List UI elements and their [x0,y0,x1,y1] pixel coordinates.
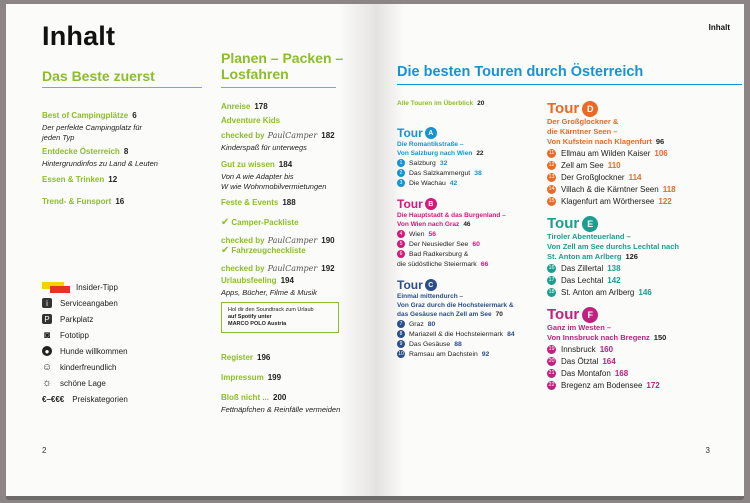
tours-title: Die besten Touren durch Österreich [397,64,644,80]
right-page [375,4,744,496]
tour-stop[interactable]: 18 St. Anton am Arlberg 146 [548,287,652,297]
page-title: Inhalt [42,21,116,51]
tour-badge: F [582,307,598,323]
list-item[interactable]: Gut zu wissen 184 Von A wie Adapter bis W wie Wohnmobilvermietungen [221,160,327,191]
list-item[interactable]: Entdecke Österreich 8 Hintergrundinfos zu Land & Leuten [42,147,158,168]
tour-stop[interactable]: 12 Zell am See 110 [548,160,621,170]
spotify-box: Hol dir den Soundtrack zum Urlaub auf Spotify unter MARCO POLO Austria [221,302,339,333]
list-item[interactable]: Urlaubsfeeling 194 Apps, Bücher, Filme & Musik [221,276,317,297]
tour-stop[interactable]: 17 Das Lechtal 142 [548,275,621,285]
tour-stop[interactable]: die südöstliche Steiermark 66 [397,260,489,268]
tour-stop[interactable]: 8 Mariazell & die Hochsteiermark 84 [397,329,547,339]
list-item[interactable]: ✔ Fahrzeugcheckliste checked by PaulCamper 192 [221,245,335,273]
list-item[interactable]: Essen & Trinken 12 [42,175,118,184]
tour-stop[interactable]: 5 Der Neusiedler See 60 [397,239,547,249]
left-page [6,4,375,496]
list-item[interactable]: Register 196 [221,353,271,362]
dog-icon: ● [42,346,52,356]
tour-stop[interactable]: 4 Wien 56 [397,229,547,239]
legend-item: P Parkplatz [42,311,202,327]
tour-stop[interactable]: 7 Graz 80 [397,319,547,329]
tour-stop[interactable]: 20 Das Ötztal 164 [548,356,616,366]
list-item[interactable]: Impressum 199 [221,373,282,382]
info-icon: i [42,298,52,308]
list-item[interactable]: Best of Campingplätze 6 Der perfekte Campingplatz für jeden Typ [42,111,143,142]
page-number: 3 [705,446,710,455]
tour-badge: D [582,101,598,117]
legend-item: ● Hunde willkommen [42,343,202,359]
child-icon: ☺ [41,361,53,373]
legend-item: €–€€€ Preiskategorien [42,394,128,404]
tour-stop[interactable]: 14 Villach & die Kärntner Seen 118 [548,184,676,194]
check-icon: ✔ [221,217,230,228]
tours-column-left [397,126,547,359]
legend-item: ☼ schöne Lage [41,377,106,389]
check-icon: ✔ [221,245,230,256]
insider-tip-icon [42,282,70,293]
paulcamper-logo: PaulCamper [267,264,318,273]
tour-badge: E [582,216,598,232]
plan-rule [221,87,336,88]
legend-item: i Serviceangaben [42,295,202,311]
running-head: Inhalt [708,23,730,32]
tour-c[interactable]: Tour C Einmal mittendurch – Von Graz durch die Hochsteiermark & das Gesäuse nach Zell am See 70 7 Graz 80 8 Mariazell & die Hochsteiermark 84 9 Das Gesäuse 88 10 Ramsau am Dachstein 92 [397,278,547,359]
list-item[interactable]: Adventure Kids checked by PaulCamper 182 Kinderspaß für unterwegs [221,116,335,152]
tour-stop[interactable]: 3 Die Wachau 42 [397,178,547,188]
list-item[interactable]: Feste & Events 188 [221,198,296,207]
tour-badge: C [425,279,437,291]
camera-icon: ◙ [43,329,51,341]
legend-item: Insider-Tipp [42,279,202,295]
tour-a[interactable]: Tour A Die Romantikstraße – Von Salzburg nach Wien 22 1 Salzburg 32 2 Das Salzkammergut 38 3 Die Wachau 42 [397,126,547,188]
tour-stop[interactable]: 1 Salzburg 32 [397,158,547,168]
tour-stop[interactable]: 9 Das Gesäuse 88 [397,339,547,349]
plan-heading: Planen – Packen – Losfahren [221,50,344,82]
tour-stop[interactable]: 6 Bad Radkersburg & [397,249,547,259]
tour-b[interactable]: Tour B Die Hauptstadt & das Burgenland – Von Wien nach Graz 46 4 Wien 56 5 Der Neusiedler See 60 6 Bad Radkersburg & die südöstliche Steiermark 66 [397,197,547,269]
tour-e[interactable]: Tour E Tiroler Abenteuerland – Von Zell am See durchs Lechtal nach St. Anton am Arlberg 126 16 Das Zillertal 138 17 Das Lechtal 142 18 St. Anton am Arlberg 146 [547,215,739,298]
list-item[interactable]: Bloß nicht ... 200 Fettnäpfchen & Reinfälle vermeiden [221,393,341,414]
sun-icon: ☼ [41,377,53,389]
tour-stop[interactable]: 15 Klagenfurt am Wörthersee 122 [548,196,672,206]
parking-icon: P [42,314,52,324]
open-book [6,4,744,500]
tour-stop[interactable]: 19 Innsbruck 160 [548,344,614,354]
tour-badge: A [425,127,437,139]
all-tours-link[interactable]: Alle Touren im Überblick 20 [397,100,485,107]
tour-stop[interactable]: 22 Bregenz am Bodensee 172 [548,380,660,390]
tour-f[interactable]: Tour F Ganz im Westen – Von Innsbruck nach Bregenz 150 19 Innsbruck 160 20 Das Ötztal 164 21 Das Montafon 168 22 Bregenz am Bodensee 172 [547,306,739,391]
tour-stop[interactable]: 21 Das Montafon 168 [548,368,629,378]
tour-stop[interactable]: 10 Ramsau am Dachstein 92 [398,350,490,358]
page-number: 2 [42,446,47,455]
tour-stop[interactable]: 13 Der Großglockner 114 [548,172,642,182]
tours-rule [397,84,742,85]
plan-list [221,96,351,414]
best-heading: Das Beste zuerst [42,68,155,84]
legend [42,279,202,407]
tour-stop[interactable]: 11 Ellmau am Wilden Kaiser 106 [548,148,668,158]
tour-d[interactable]: Tour D Der Großglockner & die Kärntner Seen – Von Kufstein nach Klagenfurt 96 11 Ellmau am Wilden Kaiser 106 12 Zell am See 110 13 Der Großglockner 114 14 Villach & die Kärntner Seen 118 15 Klagenfurt am Wörthersee 122 [547,100,739,207]
paulcamper-logo: PaulCamper [267,236,318,245]
best-list [42,105,202,205]
legend-item: ◙ Fototipp [43,329,89,341]
tour-stop[interactable]: 16 Das Zillertal 138 [548,263,621,273]
tour-badge: B [425,198,437,210]
list-item[interactable]: ✔ Camper-Packliste checked by PaulCamper 190 [221,217,335,245]
best-rule [42,87,202,88]
paulcamper-logo: PaulCamper [267,131,318,140]
legend-item: ☺ kinderfreundlich [41,361,117,373]
tour-stop[interactable]: 2 Das Salzkammergut 38 [397,168,547,178]
list-item[interactable]: Trend- & Funsport 16 [42,197,125,206]
list-item[interactable]: Anreise 178 [221,102,268,111]
tours-column-right [547,100,739,391]
price-icon: €–€€€ [42,394,65,404]
